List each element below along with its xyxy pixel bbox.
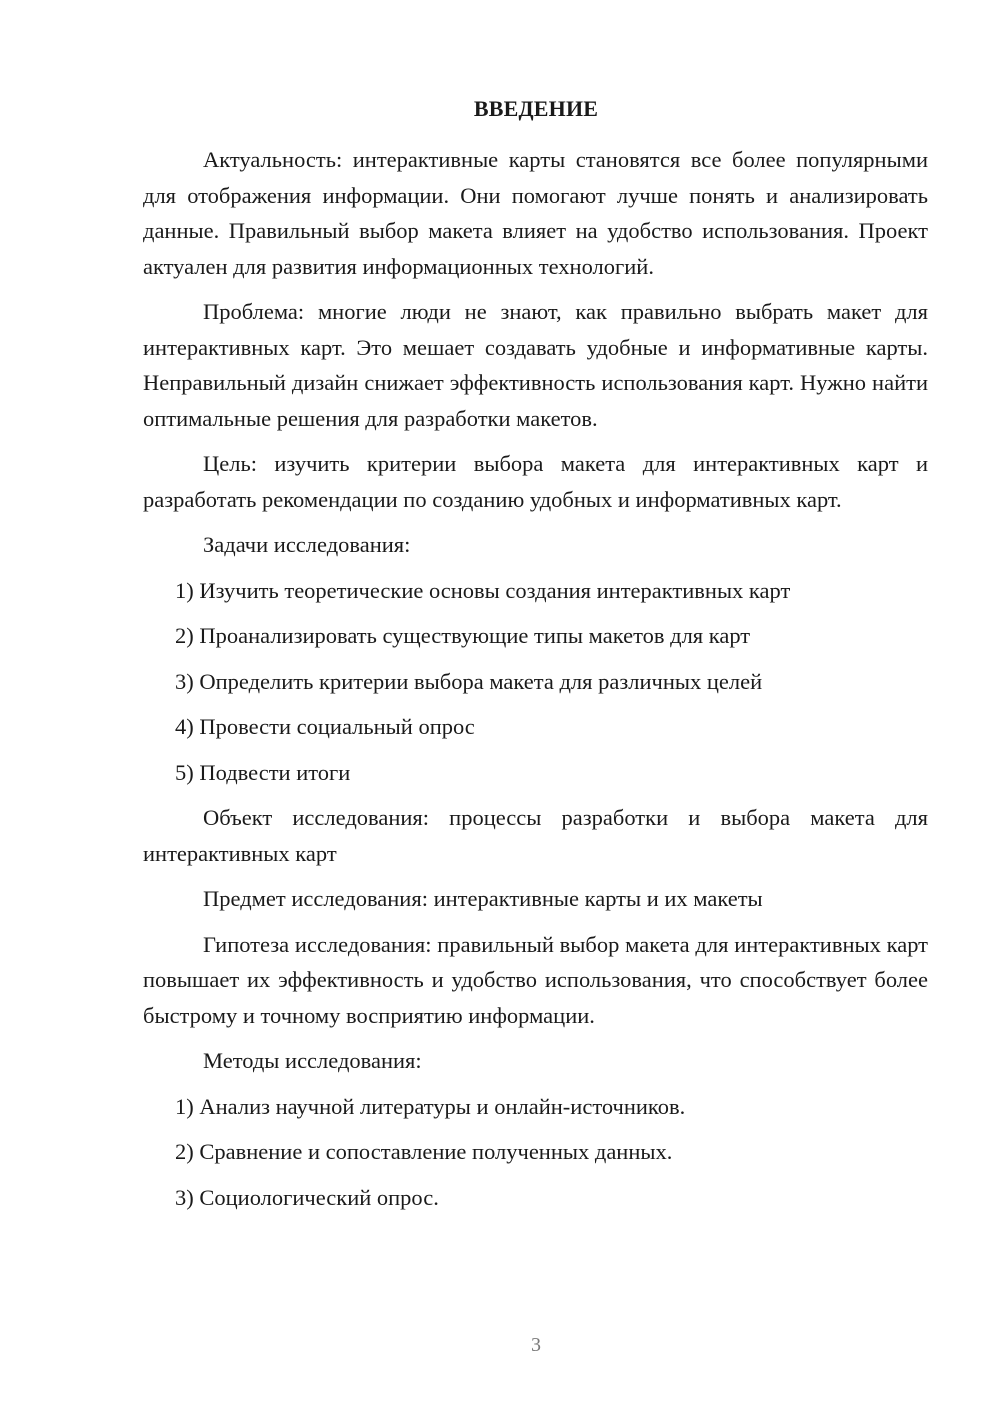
list-item: 1) Изучить теоретические основы создания интерактивных карт xyxy=(175,577,791,603)
paragraph-object: Объект исследования: процессы разработки и выбора макета для интерактивных карт xyxy=(143,805,928,866)
methods-heading: Методы исследования: xyxy=(203,1048,422,1073)
list-item: 4) Провести социальный опрос xyxy=(175,714,475,739)
section-heading: ВВЕДЕНИЕ xyxy=(473,96,599,121)
list-item: 2) Проанализировать существующие типы макетов для карт xyxy=(175,623,751,648)
body-text xyxy=(143,142,928,1225)
page-number: 3 xyxy=(531,1334,541,1356)
tasks-heading: Задачи исследования: xyxy=(203,532,411,557)
methods-list xyxy=(143,1089,928,1216)
paragraph-subject: Предмет исследования: интерактивные карты и их макеты xyxy=(203,886,763,911)
list-item: 2) Сравнение и сопоставление полученных данных. xyxy=(175,1139,673,1164)
list-item: 5) Подвести итоги xyxy=(175,759,351,785)
paragraph-problem: Проблема: многие люди не знают, как правильно выбрать макет для интерактивных карт. Это мешает создавать удобные и информативные карты. Неправильный дизайн снижает эффективность использования карт. Нужно найти оптимальные решения для разработки макетов. xyxy=(143,299,928,431)
paragraph-relevance: Актуальность: интерактивные карты становятся все более популярными для отображения информации. Они помогают лучше понять и анализировать данные. Правильный выбор макета влияет на удобство использования. Проект актуален для развития информационных технологий. xyxy=(143,147,928,279)
list-item: 3) Определить критерии выбора макета для различных целей xyxy=(175,668,763,694)
paragraph-goal: Цель: изучить критерии выбора макета для интерактивных карт и разработать рекомендации по созданию удобных и информативных карт. xyxy=(143,451,928,512)
list-item: 3) Социологический опрос. xyxy=(175,1184,439,1210)
tasks-list xyxy=(143,573,928,791)
list-item: 1) Анализ научной литературы и онлайн-источников. xyxy=(175,1093,686,1119)
paragraph-hypothesis: Гипотеза исследования: правильный выбор макета для интерактивных карт повышает их эффективность и удобство использования, что способствует более быстрому и точному восприятию информации. xyxy=(143,931,928,1028)
